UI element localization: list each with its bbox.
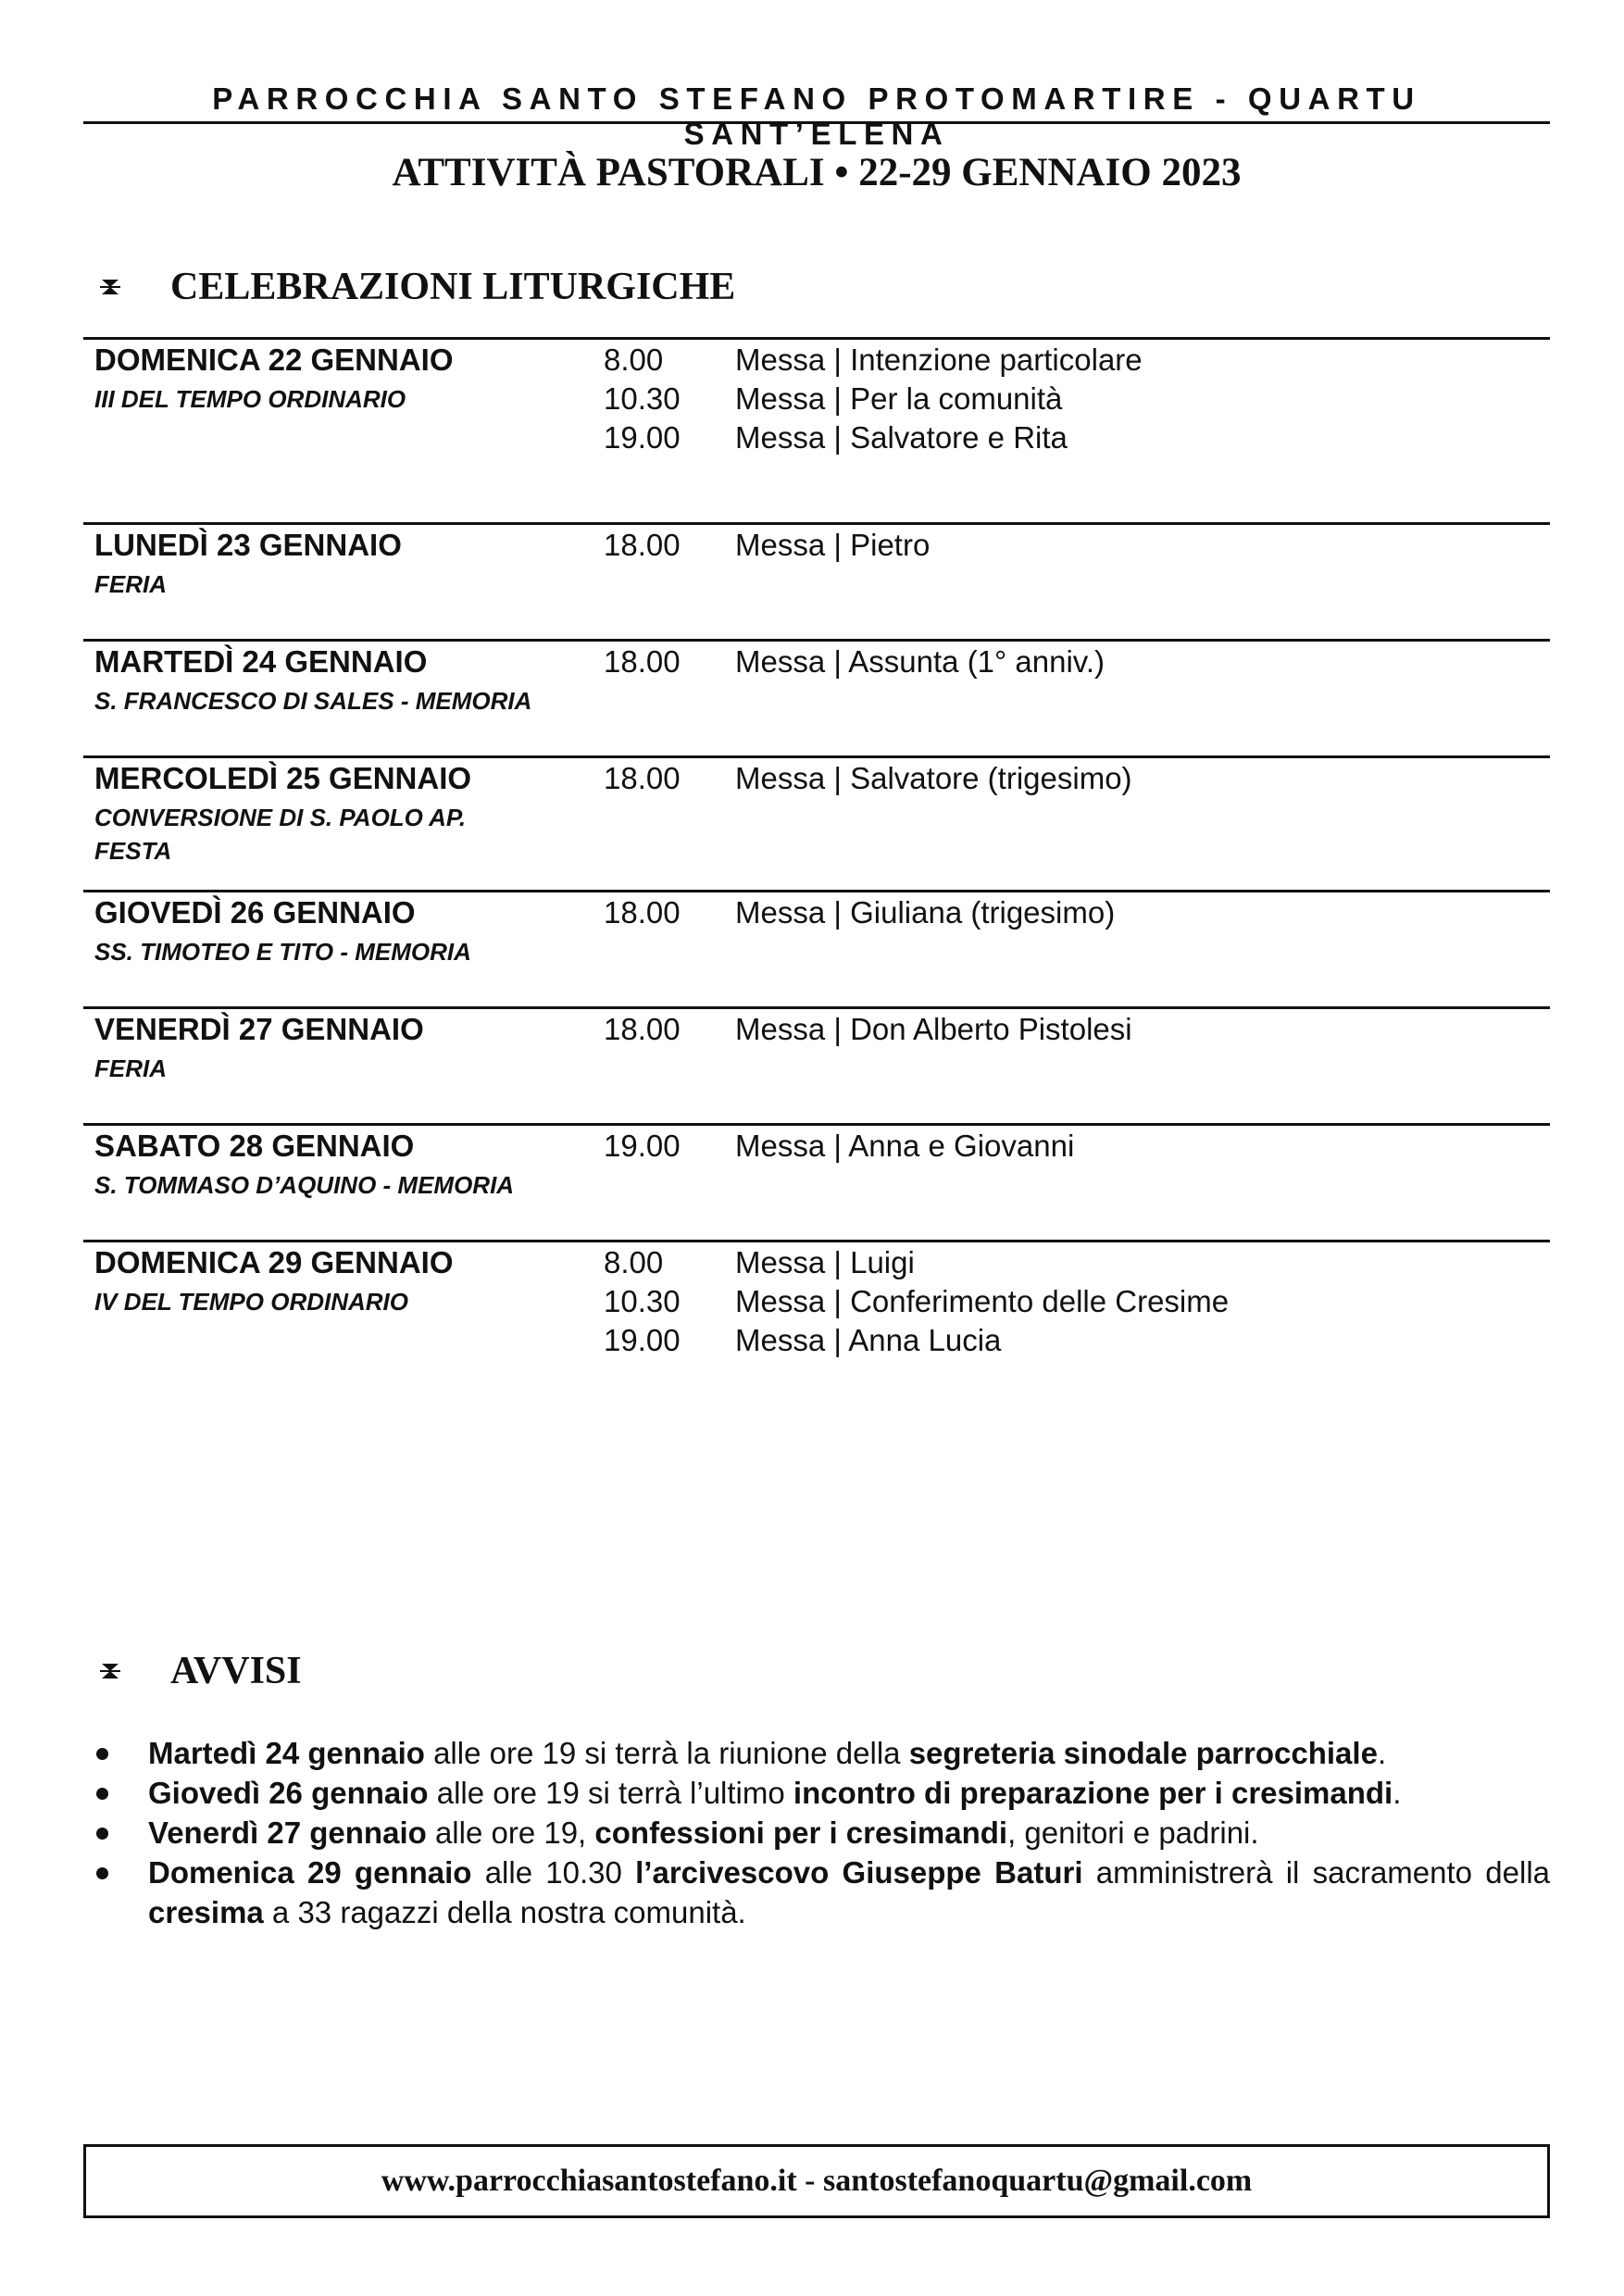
mass-intention: Messa | Per la comunità — [735, 381, 1063, 416]
schedule-day-row — [83, 522, 1550, 639]
mass-list — [604, 1129, 1074, 1167]
day-name: MERCOLEDÌ 25 GENNAIO — [94, 761, 472, 795]
mass-time: 19.00 — [604, 420, 681, 455]
notice-text: . — [1393, 1776, 1402, 1810]
celebrations-heading — [100, 264, 735, 310]
notice-item — [83, 1773, 1550, 1813]
notice-emphasis: segreteria sinodale parrocchiale — [908, 1736, 1378, 1770]
day-name: SABATO 28 GENNAIO — [94, 1129, 415, 1163]
bullet-icon — [96, 1867, 108, 1879]
mass-list — [604, 1245, 1229, 1362]
mass-intention: Messa | Don Alberto Pistolesi — [735, 1012, 1132, 1046]
schedule-day-row — [83, 755, 1550, 890]
mass-entry — [604, 1129, 1074, 1167]
notice-emphasis: Martedì 24 gennaio — [148, 1736, 425, 1770]
page-title: ATTIVITÀ PASTORALI • 22-29 GENNAIO 2023 — [392, 151, 1242, 194]
liturgical-day: SS. TIMOTEO E TITO - MEMORIA — [94, 938, 471, 966]
mass-entry — [604, 528, 930, 567]
mass-schedule — [83, 337, 1550, 1360]
mass-time: 10.30 — [604, 381, 681, 416]
notice-item — [83, 1853, 1550, 1932]
day-name: LUNEDÌ 23 GENNAIO — [94, 528, 402, 562]
mass-intention: Messa | Intenzione particolare — [735, 343, 1143, 377]
day-name: DOMENICA 29 GENNAIO — [94, 1245, 454, 1279]
mass-time: 8.00 — [604, 1245, 664, 1279]
parish-header: PARROCCHIA SANTO STEFANO PROTOMARTIRE - QUARTU SANT’ELENA — [212, 81, 1421, 151]
bullet-icon — [96, 1828, 108, 1840]
mass-intention: Messa | Anna Lucia — [735, 1323, 1002, 1357]
mass-time: 18.00 — [604, 1012, 681, 1046]
notices-list — [83, 1733, 1550, 1932]
mass-intention: Messa | Luigi — [735, 1245, 915, 1279]
mass-intention: Messa | Anna e Giovanni — [735, 1129, 1075, 1163]
mass-list — [604, 343, 1143, 459]
notice-emphasis: Venerdì 27 gennaio — [148, 1816, 427, 1850]
hourglass-star-icon — [100, 277, 120, 297]
notice-emphasis: Domenica 29 gennaio — [148, 1855, 472, 1890]
mass-entry — [604, 343, 1143, 381]
mass-time: 10.30 — [604, 1284, 681, 1318]
liturgical-day: S. FRANCESCO DI SALES - MEMORIA — [94, 687, 532, 715]
mass-entry — [604, 895, 1115, 934]
mass-time: 8.00 — [604, 343, 664, 377]
notice-text: , genitori e padrini. — [1007, 1816, 1259, 1850]
notice-emphasis: l’arcivescovo Giuseppe Baturi — [635, 1855, 1083, 1890]
hourglass-star-icon — [100, 1661, 120, 1681]
mass-intention: Messa | Conferimento delle Cresime — [735, 1284, 1230, 1318]
day-name: GIOVEDÌ 26 GENNAIO — [94, 895, 416, 930]
notice-emphasis: incontro di preparazione per i cresimandi — [793, 1776, 1393, 1810]
notices-title: AVVISI — [170, 1650, 302, 1692]
notices-heading — [100, 1648, 302, 1694]
mass-list — [604, 895, 1115, 934]
day-name: DOMENICA 22 GENNAIO — [94, 343, 454, 377]
mass-list — [604, 761, 1132, 800]
mass-time: 19.00 — [604, 1129, 681, 1163]
bullet-icon — [96, 1788, 108, 1800]
day-name: MARTEDÌ 24 GENNAIO — [94, 644, 428, 679]
footer-contacts-box — [83, 2144, 1550, 2218]
liturgical-day: S. TOMMASO D’AQUINO - MEMORIA — [94, 1171, 515, 1199]
schedule-day-row — [83, 1123, 1550, 1240]
mass-list — [604, 644, 1105, 683]
footer-contacts: www.parrocchiasantostefano.it - santostefanoquartu@gmail.com — [381, 2164, 1253, 2198]
mass-list — [604, 1012, 1132, 1051]
notice-text: alle 10.30 — [471, 1855, 636, 1890]
mass-entry — [604, 1245, 1229, 1284]
mass-entry — [604, 1323, 1229, 1362]
notice-text: alle ore 19 si terrà la riunione della — [424, 1736, 909, 1770]
notice-emphasis: confessioni per i cresimandi — [594, 1816, 1008, 1850]
liturgical-day: FERIA — [94, 570, 167, 598]
celebrations-title: CELEBRAZIONI LITURGICHE — [170, 266, 736, 308]
mass-time: 19.00 — [604, 1323, 681, 1357]
liturgical-day: FERIA — [94, 1054, 167, 1082]
notice-text: a 33 ragazzi della nostra comunità. — [263, 1895, 746, 1929]
liturgical-day: IV DEL TEMPO ORDINARIO — [94, 1288, 408, 1316]
schedule-day-row — [83, 1006, 1550, 1123]
mass-time: 18.00 — [604, 761, 681, 795]
notice-text: . — [1377, 1736, 1387, 1770]
mass-intention: Messa | Assunta (1° anniv.) — [735, 644, 1105, 679]
liturgical-day: CONVERSIONE DI S. PAOLO AP. FESTA — [94, 804, 467, 865]
mass-intention: Messa | Giuliana (trigesimo) — [735, 895, 1116, 930]
mass-time: 18.00 — [604, 895, 681, 930]
notice-emphasis: Giovedì 26 gennaio — [148, 1776, 429, 1810]
mass-entry — [604, 1284, 1229, 1323]
notice-text: alle ore 19, — [426, 1816, 595, 1850]
mass-entry — [604, 644, 1105, 683]
mass-entry — [604, 1012, 1132, 1051]
notice-text: alle ore 19 si terrà l’ultimo — [428, 1776, 793, 1810]
mass-time: 18.00 — [604, 528, 681, 562]
header-divider — [83, 121, 1550, 124]
mass-entry — [604, 761, 1132, 800]
mass-intention: Messa | Pietro — [735, 528, 931, 562]
schedule-day-row — [83, 1240, 1550, 1360]
schedule-day-row — [83, 337, 1550, 522]
mass-intention: Messa | Salvatore (trigesimo) — [735, 761, 1132, 795]
bullet-icon — [96, 1748, 108, 1760]
mass-entry — [604, 381, 1143, 420]
notice-emphasis: cresima — [148, 1895, 264, 1929]
mass-list — [604, 528, 930, 567]
mass-entry — [604, 420, 1143, 459]
mass-time: 18.00 — [604, 644, 681, 679]
notice-text: amministrerà il sacramento della — [1082, 1855, 1551, 1890]
notice-item — [83, 1813, 1550, 1853]
liturgical-day: III DEL TEMPO ORDINARIO — [94, 385, 406, 413]
schedule-day-row — [83, 890, 1550, 1006]
day-name: VENERDÌ 27 GENNAIO — [94, 1012, 424, 1046]
schedule-day-row — [83, 639, 1550, 755]
mass-intention: Messa | Salvatore e Rita — [735, 420, 1068, 455]
notice-item — [83, 1733, 1550, 1773]
